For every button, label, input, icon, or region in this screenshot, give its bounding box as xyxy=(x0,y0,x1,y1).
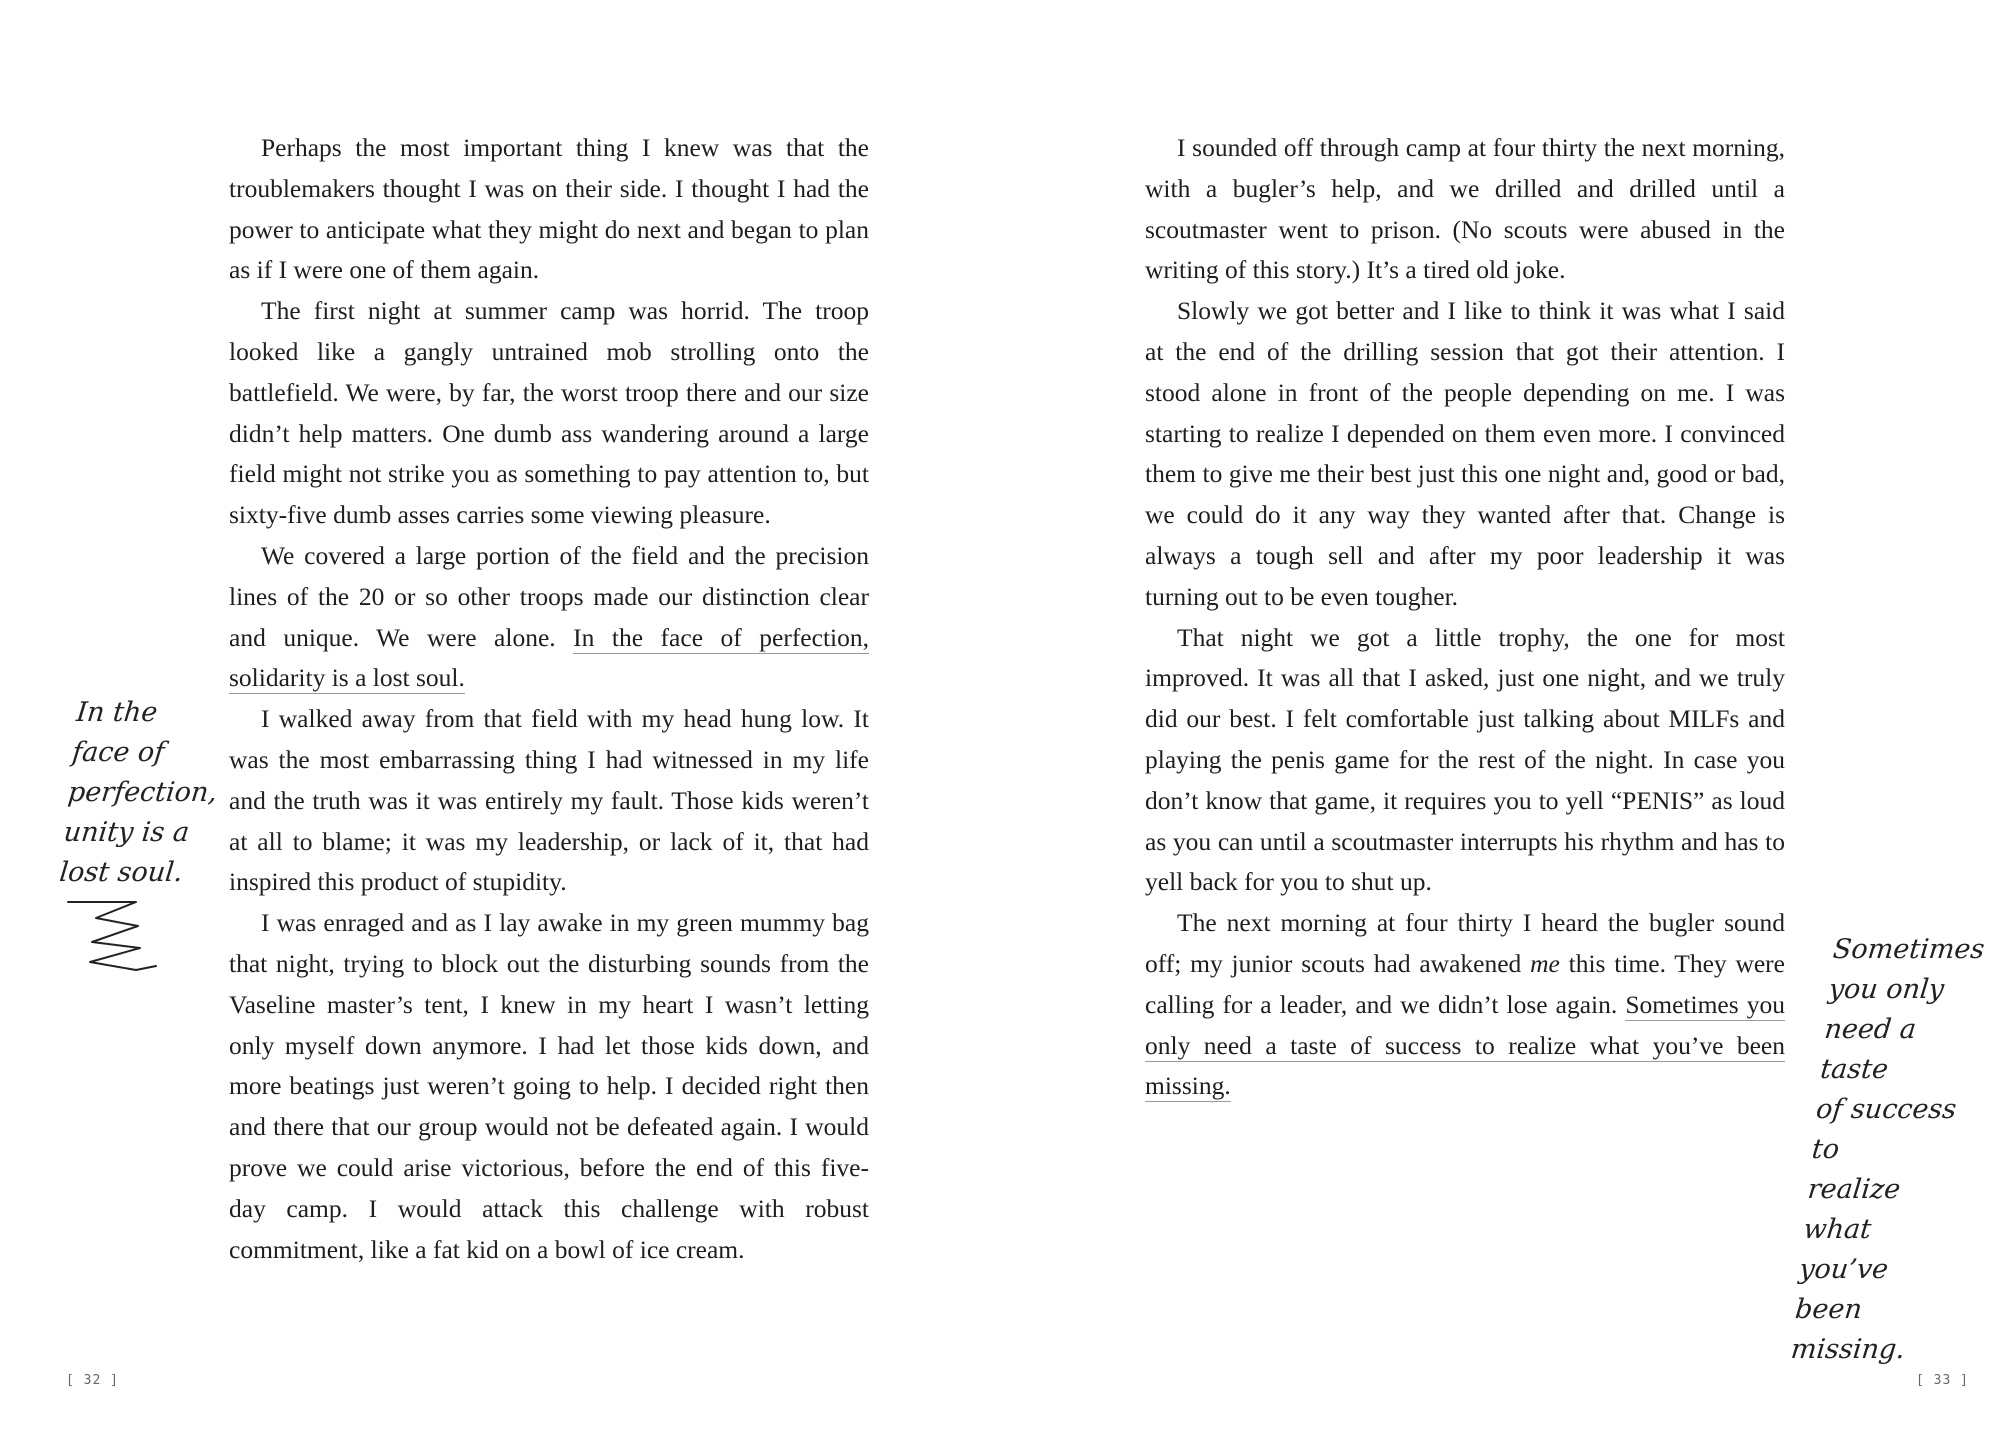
squiggle-icon xyxy=(66,898,166,976)
margin-note-left: In the face of perfection, unity is a lost soul. xyxy=(58,697,219,888)
page-number-left: [ 32 ] xyxy=(66,1373,119,1388)
paragraph: I was enraged and as I lay awake in my green mummy bag that night, trying to block out the disturbing sounds from the Vaseline master’s tent, I knew in my heart I wasn’t letting only myself down anymore. I had let those kids down, and more beatings just weren’t going to help. I decided right then and there that our group would not be defeated again. I would prove we could arise victorious, before the end of this five-day camp. I would attack this challenge with robust commitment, like a fat kid on a bowl of ice cream. xyxy=(229,908,869,1264)
page-number-right: [ 33 ] xyxy=(1916,1373,1969,1388)
margin-note-right: Sometimes you only need a taste of success to realize what you’ve been missing. xyxy=(1789,934,1986,1365)
underlined-quote: In the face of perfection, solidarity is a lost soul. xyxy=(229,622,869,693)
paragraph: Perhaps the most important thing I knew was that the troublemakers thought I was on their side. I thought I had the power to anticipate what they might do next and began to plan as if I were one of them again. xyxy=(229,133,869,285)
paragraph: Slowly we got better and I like to think it was what I said at the end of the drilling session that got their attention. I stood alone in front of the people depending on me. I was starting to realize I depended on them even more. I convinced them to give me their best just this one night and, good or bad, we could do it any way they wanted after that. Change is always a tough sell and after my poor leadership it was turning out to be even tougher. xyxy=(1145,296,1785,611)
paragraph-text: this time. They were calling for a leader, and we didn’t lose again. xyxy=(1145,948,1785,1019)
emphasis: me xyxy=(1530,948,1560,978)
paragraph xyxy=(229,536,869,699)
paragraph: That night we got a little trophy, the one for most improved. It was all that I asked, just one night, and we truly did our best. I felt comfortable just talking about MILFs and playing the penis game for the rest of the night. In case you don’t know that game, it requires you to yell “PENIS” as loud as you can until a scoutmaster interrupts his rhythm and has to yell back for you to shut up. xyxy=(1145,622,1785,897)
paragraph-text: We covered a large portion of the field and the precision lines of the 20 or so other troops made our distinction clear and unique. We were alone. xyxy=(229,540,869,652)
right-page-body xyxy=(1145,128,1785,1107)
paragraph: The first night at summer camp was horrid. The troop looked like a gangly untrained mob strolling onto the battlefield. We were, by far, the worst troop there and our size didn’t help matters. One dumb ass wandering around a large field might not strike you as something to pay attention to, but sixty-five dumb asses carries some viewing pleasure. xyxy=(229,296,869,530)
paragraph xyxy=(1145,903,1785,1107)
paragraph: I sounded off through camp at four thirty the next morning, with a bugler’s help, and we drilled and drilled until a scoutmaster went to prison. (No scouts were abused in the writing of this story.) It’s a tired old joke. xyxy=(1145,133,1785,285)
paragraph-text: The next morning at four thirty I heard the bugler sound off; my junior scouts had awakened xyxy=(1145,908,1785,978)
paragraph: I walked away from that field with my head hung low. It was the most embarrassing thing I had witnessed in my life and the truth was it was entirely my fault. Those kids weren’t at all to blame; it was my leadership, or lack of it, that had inspired this product of stupidity. xyxy=(229,704,869,897)
left-page-body xyxy=(229,128,869,1270)
underlined-quote: Sometimes you only need a taste of success to realize what you’ve been missing. xyxy=(1145,989,1785,1101)
